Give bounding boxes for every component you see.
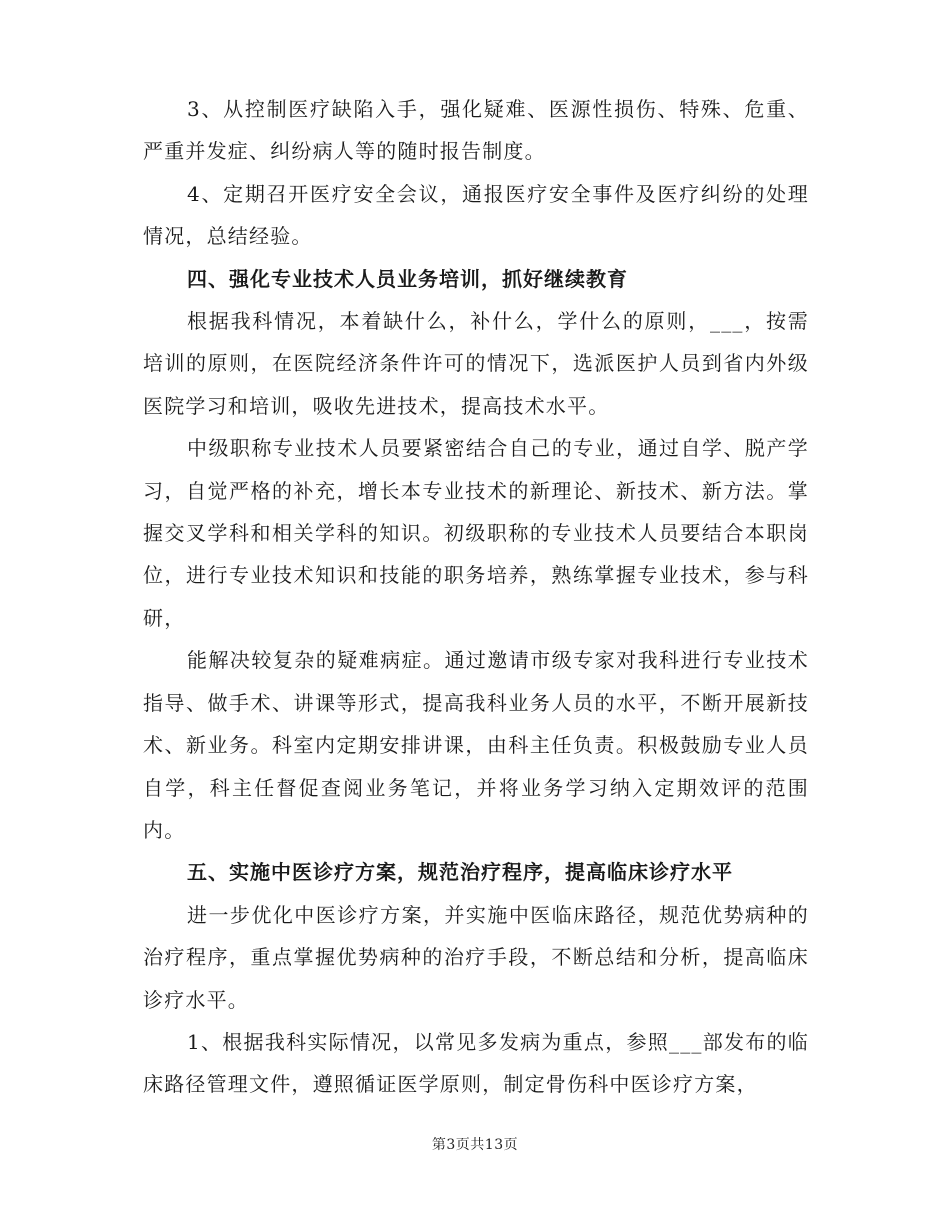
paragraph-optimize-plan: 进一步优化中医诊疗方案，并实施中医临床路径，规范优势病种的治疗程序，重点掌握优势病种的治疗手段，不断总结和分析，提高临床诊疗水平。 (143, 902, 809, 1012)
document-body (143, 88, 809, 1106)
paragraph-report-system: 3、从控制医疗缺陷入手，强化疑难、医源性损伤、特殊、危重、严重并发症、纠纷病人等的随时报告制度。 (143, 97, 809, 164)
paragraph-training-principle: 根据我科情况，本着缺什么，补什么，学什么的原则，___，按需培训的原则，在医院经济条件许可的情况下，选派医护人员到省内外级医院学习和培训，吸收先进技术，提高技术水平。 (143, 309, 809, 418)
paragraph-expert-guidance: 能解决较复杂的疑难病症。通过邀请市级专家对我科进行专业技术指导、做手术、讲课等形式，提高我科业务人员的水平，不断开展新技术、新业务。科室内定期安排讲课，由科主任负责。积极鼓励专业人员自学，科主任督促查阅业务笔记，并将业务学习纳入定期效评的范围内。 (143, 648, 809, 842)
page-number-footer: 第3页共13页 (431, 1137, 519, 1153)
paragraph-clinical-pathway: 1、根据我科实际情况，以常见多发病为重点，参照___部发布的临床路径管理文件，遵照循证医学原则，制定骨伤科中医诊疗方案， (143, 1029, 809, 1097)
section-heading-tcm-plan: 五、实施中医诊疗方案，规范治疗程序，提高临床诊疗水平 (187, 860, 733, 885)
paragraph-intermediate-staff: 中级职称专业技术人员要紧密结合自己的专业，通过自学、脱产学习，自觉严格的补充，增长本专业技术的新理论、新技术、新方法。掌握交叉学科和相关学科的知识。初级职称的专业技术人员要结合本职岗位，进行专业技术知识和技能的职务培养，熟练掌握专业技术，参与科研， (143, 436, 809, 630)
paragraph-safety-meeting: 4、定期召开医疗安全会议，通报医疗安全事件及医疗纠纷的处理情况，总结经验。 (143, 181, 809, 249)
section-heading-training: 四、强化专业技术人员业务培训，抓好继续教育 (187, 266, 628, 291)
